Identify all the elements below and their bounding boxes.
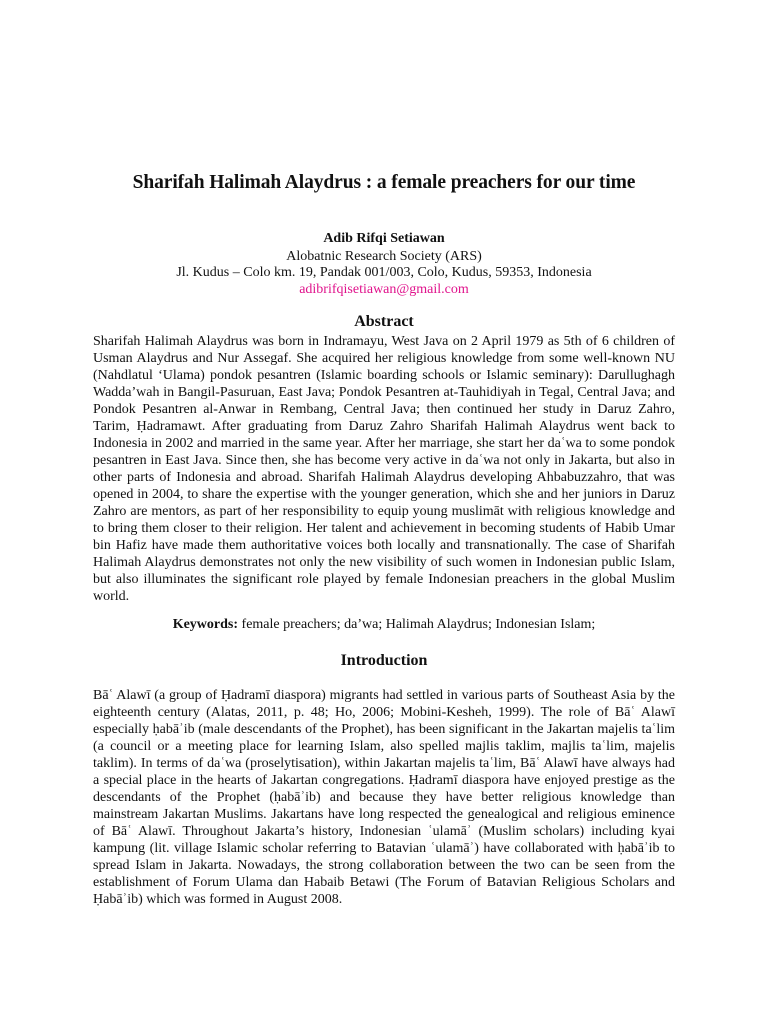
keywords-list: female preachers; da’wa; Halimah Alaydrus; Indonesian Islam; — [238, 617, 596, 632]
author-name: Adib Rifqi Setiawan — [323, 231, 445, 246]
keywords-line — [0, 617, 768, 633]
introduction-heading: Introduction — [340, 652, 428, 669]
abstract-heading: Abstract — [354, 313, 414, 330]
introduction-paragraph: Bāʿ Alawī (a group of Ḥadramī diaspora) migrants had settled in various parts of Southeast Asia by the eighteenth century (Alatas, 2011, p. 48; Ho, 2006; Mobini-Kesheh, 1999). The role of Bāʿ Alawī especially ḥabāʾib (male descendants of the Prophet), has been significant in the Jakartan majelis taʿlim (a council or a meeting place for learning Islam, also spelled majlis taklim, majlis taʿlim, majelis taklim). In terms of daʿwa (proselytisation), within Jakartan majelis taʿlim, Bāʿ Alawī have always had a special place in the hearts of Jakartan congregations. Ḥadramī diaspora have enjoyed prestige as the descendants of the Prophet (ḥabāʾib) and because they have better religious knowledge than mainstream Jakartan Muslims. Jakartans have long respected the genealogical and religious eminence of Bāʿ Alawī. Throughout Jakarta’s history, Indonesian ʿulamāʾ (Muslim scholars) including kyai kampung (lit. village Islamic scholar referring to Batavian ʿulamāʾ) have collaborated with ḥabāʾib to spread Islam in Jakarta. Nowadays, the strong collaboration between the two can be seen from the establishment of Forum Ulama dan Habaib Betawi (The Forum of Batavian Religious Scholars and Ḥabāʾib) which was formed in August 2008. — [93, 688, 675, 907]
author-address: Jl. Kudus – Colo km. 19, Pandak 001/003, Colo, Kudus, 59353, Indonesia — [176, 265, 592, 280]
author-email[interactable]: adibrifqisetiawan@gmail.com — [299, 282, 469, 297]
paper-title: Sharifah Halimah Alaydrus : a female preachers for our time — [132, 172, 636, 193]
keywords-label: Keywords: — [172, 617, 239, 632]
abstract-paragraph: Sharifah Halimah Alaydrus was born in Indramayu, West Java on 2 April 1979 as 5th of 6 children of Usman Alaydrus and Nur Assegaf. She acquired her religious knowledge from some well-known NU (Nahdlatul ‘Ulama) pondok pesantren (Islamic boarding schools or Islamic seminary): Darullughagh Wadda’wah in Bangil-Pasuruan, East Java; Pondok Pesantren at-Tauhidiyah in Tegal, Central Java; and Pondok Pesantren al-Anwar in Rembang, Central Java; then continued her study in Daruz Zahro, Tarim, Ḥadramawt. After graduating from Daruz Zahro Sharifah Halimah Alaydrus went back to Indonesia in 2002 and married in the same year. After her marriage, she start her daʿwa to some pondok pesantren in East Java. Since then, she has become very active in daʿwa not only in Jakarta, but also in other parts of Indonesia and abroad. Sharifah Halimah Alaydrus developing Ahbabuzzahro, that was opened in 2004, to share the expertise with the younger generation, which she and her juniors in Daruz Zahro are mentors, as part of her responsibility to equip young muslimāt with religious knowledge and to bring them closer to their religion. Her talent and achievement in becoming students of Habib Umar bin Hafiz have made them authoritative voices both locally and transnationally. The case of Sharifah Halimah Alaydrus demonstrates not only the new visibility of such women in Indonesian public Islam, but also illuminates the significant role played by female Indonesian preachers in the global Muslim world. — [93, 334, 675, 604]
author-affiliation: Alobatnic Research Society (ARS) — [286, 249, 482, 264]
